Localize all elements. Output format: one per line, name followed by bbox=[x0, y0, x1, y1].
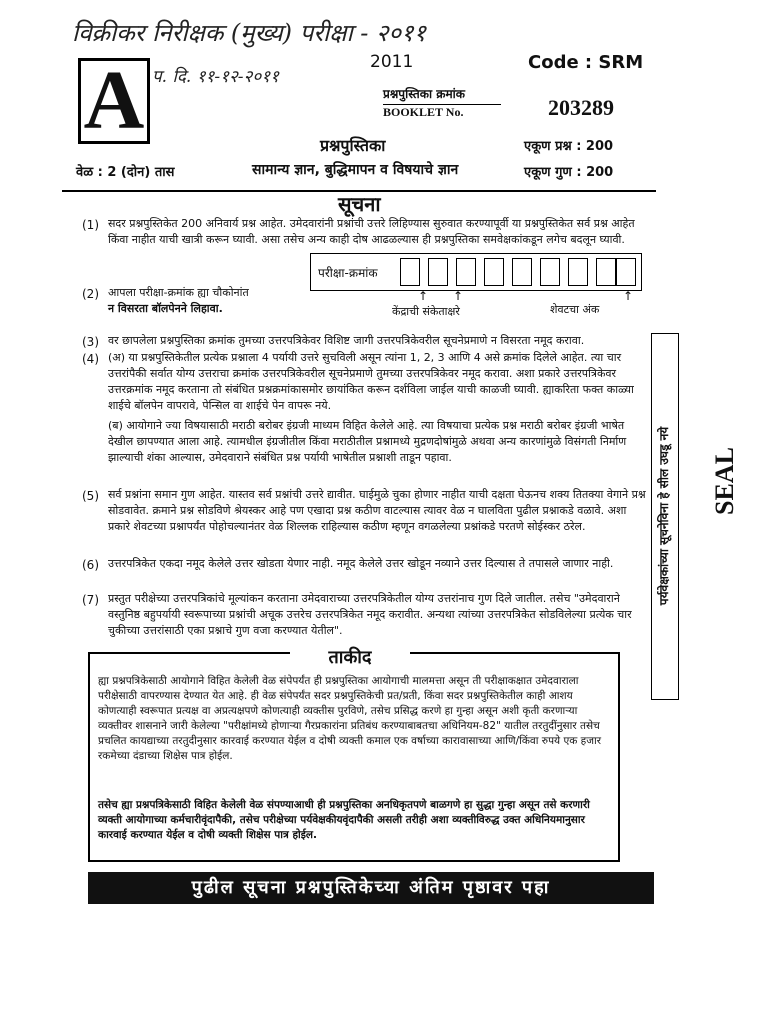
warning-heading: ताकीद bbox=[290, 645, 410, 669]
last-digit-label: शेवटचा अंक bbox=[550, 303, 600, 316]
arrow-up-icon: ↑ bbox=[418, 289, 429, 303]
instruction-text-bold: न विसरता बॉलपेनने लिहावा. bbox=[108, 302, 223, 315]
center-code-label: केंद्राची संकेताक्षरे bbox=[392, 305, 460, 318]
booklet-label-marathi: प्रश्नपुस्तिका क्रमांक bbox=[383, 87, 465, 101]
booklet-series-letter: A bbox=[78, 58, 150, 144]
roll-digit-cell[interactable] bbox=[456, 258, 476, 286]
paper-code: Code : SRM bbox=[528, 52, 644, 73]
item-number: (2) bbox=[82, 287, 99, 301]
warning-paragraph-2: तसेच ह्या प्रश्नपत्रिकेसाठी विहित केलेली वेळ संपण्याआधी ही प्रश्नपुस्तिका अनधिकृतपणे बाळगणे हा सुद्धा गुन्हा असून तसे करणारी व्यक्ती आयोगाच्या कर्मचारीवृंदापैकी, तसेच परीक्षेच्या पर्यवेक्षकीयवृंदापैकी असली तरीही अशा व्यक्तीविरुद्ध उक्त अधिनियमानुसार कारवाई करण्यात येईल व दोषी व्यक्ती शिक्षेस पात्र होईल. bbox=[98, 799, 590, 841]
seal-warning-vertical-text: पर्यवेक्षकांच्या सूचनेविना हे सील उघडू नये bbox=[657, 426, 671, 606]
roll-digit-cell[interactable] bbox=[428, 258, 448, 286]
item-number: (1) bbox=[82, 218, 99, 232]
instruction-text: सर्व प्रश्नांना समान गुण आहेत. यास्तव सर्व प्रश्नांची उत्तरे द्यावीत. घाईमुळे चुका होणार नाहीत याची दक्षता घेऊनच शक्य तितक्या वेगाने प्रश्न सोडवावेत. क्रमाने प्रश्न सोडविणे श्रेयस्कर आहे पण एखादा प्रश्न कठीण वाटल्यास त्यावर वेळ न घालविता पुढील प्रश्नाकडे वळावे. अशा प्रकारे शेवटच्या प्रश्नापर्यंत पोहोचल्यानंतर वेळ शिल्लक राहिल्यास कठीण म्हणून वगळलेल्या प्रश्नांकडे परतणे सोईस्कर ठरेल. bbox=[108, 488, 646, 533]
handwritten-exam-title: विक्रीकर निरीक्षक (मुख्य) परीक्षा - २०११ bbox=[72, 19, 426, 47]
roll-digit-cell[interactable] bbox=[400, 258, 420, 286]
booklet-subtitle: सामान्य ज्ञान, बुद्धिमापन व विषयाचे ज्ञान bbox=[252, 162, 459, 178]
item-number: (3) bbox=[82, 335, 99, 349]
roll-digit-cell[interactable] bbox=[616, 258, 636, 286]
roll-digit-cell[interactable] bbox=[484, 258, 504, 286]
roll-digit-cell[interactable] bbox=[596, 258, 616, 286]
footer-banner: पुढील सूचना प्रश्नपुस्तिकेच्या अंतिम पृष्ठावर पहा bbox=[88, 872, 654, 904]
duration: वेळ : 2 (दोन) तास bbox=[76, 165, 175, 180]
instructions-heading: सूचना bbox=[338, 192, 381, 216]
arrow-up-icon: ↑ bbox=[623, 289, 634, 303]
total-questions: एकूण प्रश्न : 200 bbox=[524, 139, 614, 154]
booklet-label-english: BOOKLET No. bbox=[383, 104, 501, 120]
item-number: (6) bbox=[82, 558, 99, 572]
roll-number-label: परीक्षा-क्रमांक bbox=[318, 266, 378, 280]
arrow-up-icon: ↑ bbox=[453, 289, 464, 303]
instruction-text: प्रस्तुत परीक्षेच्या उत्तरपत्रिकांचे मूल्यांकन करताना उमेदवाराच्या उत्तरपत्रिकेतील योग्य उत्तरांनाच गुण दिले जातील. तसेच "उमेदवाराने वस्तुनिष्ठ बहुपर्यायी स्वरूपाच्या प्रश्नांची अचूक उत्तरेच उत्तरपत्रिकेत नमूद करावीत. अन्यथा त्यांच्या उत्तरपत्रिकेत सोडविलेल्या प्रत्येक चार चुकीच्या उत्तरांसाठी एका प्रश्नाचे गुण वजा करण्यात येतील". bbox=[108, 592, 632, 637]
instruction-text bbox=[108, 285, 298, 317]
roll-digit-cell[interactable] bbox=[512, 258, 532, 286]
item-number: (4) bbox=[82, 352, 99, 366]
booklet-title: प्रश्नपुस्तिका bbox=[320, 136, 386, 155]
booklet-number: 203289 bbox=[548, 95, 614, 120]
roll-digit-cell[interactable] bbox=[568, 258, 588, 286]
warning-paragraph-1: ह्या प्रश्नपत्रिकेसाठी आयोगाने विहित केलेली वेळ संपेपर्यंत ही प्रश्नपुस्तिका आयोगाची मालमत्ता असून ती परीक्षाकक्षात उमेदवाराला परीक्षेसाठी वापरण्यास देण्यात येत आहे. ही वेळ संपेपर्यंत सदर प्रश्नपुस्तिकेची प्रत/प्रती, किंवा सदर प्रश्नपुस्तिकेतील काही आशय कोणत्याही स्वरूपात प्रत्यक्ष वा अप्रत्यक्षपणे कोणत्याही व्यक्तीस पुरविणे, तसेच प्रसिद्ध करणे हा गुन्हा असून अशी कृती करणाऱ्या व्यक्तीवर शासनाने जारी केलेल्या "परीक्षांमध्ये होणाऱ्या गैरप्रकारांना प्रतिबंध करण्याबाबतचा अधिनियम-82" यातील तरतुदींनुसार तसेच प्रचलित कायद्याच्या तरतुदीनुसार कारवाई करण्यात येईल व दोषी व्यक्ती कमाल एक वर्षाच्या कारावासाच्या आणि/किंवा रुपये एक हजार रकमेच्या दंडाच्या शिक्षेस पात्र होईल. bbox=[98, 675, 602, 762]
year: 2011 bbox=[370, 52, 414, 72]
instruction-text: सदर प्रश्नपुस्तिकेत 200 अनिवार्य प्रश्न आहेत. उमेदवारांनी प्रश्नांची उत्तरे लिहिण्यास सुरुवात करण्यापूर्वी या प्रश्नपुस्तिकेत सर्व प्रश्न आहेत किंवा नाहीत याची खात्री करून घ्यावी. असा तसेच अन्य काही दोष आढळल्यास ही प्रश्नपुस्तिका समवेक्षकांकडून लगेच बदलून घ्यावी. bbox=[108, 217, 635, 246]
instruction-text: वर छापलेला प्रश्नपुस्तिका क्रमांक तुमच्या उत्तरपत्रिकेवर विशिष्ट जागी उत्तरपत्रिकेवरील सूचनेप्रमाणे न विसरता नमूद करावा. bbox=[108, 334, 585, 347]
instruction-text: उत्तरपत्रिकेत एकदा नमूद केलेले उत्तर खोडता येणार नाही. नमूद केलेले उत्तर खोडून नव्याने उत्तर दिल्यास ते तपासले जाणार नाही. bbox=[108, 557, 614, 570]
seal-label: SEAL bbox=[710, 447, 739, 515]
handwritten-date: प. दि. ११-१२-२०११ bbox=[152, 67, 279, 87]
instruction-text: (ब) आयोगाने ज्या विषयासाठी मराठी बरोबर इंग्रजी माध्यम विहित केलेले आहे. त्या विषयाचा प्रत्येक प्रश्न मराठी बरोबर इंग्रजी भाषेत देखील छापण्यात आला आहे. त्यामधील इंग्रजीतील किंवा मराठीतील प्रश्नामध्ये मुद्रणदोषांमुळे अथवा अन्य कारणांमुळे विसंगती निर्माण झाल्याची शंका आल्यास, उमेदवाराने संबंधित प्रश्न पर्यायी भाषेतील प्रश्नाशी ताडून पहावा. bbox=[108, 419, 627, 464]
item-number: (5) bbox=[82, 489, 99, 503]
instruction-text-part: आपला परीक्षा-क्रमांक ह्या चौकोनांत bbox=[108, 286, 249, 299]
total-marks: एकूण गुण : 200 bbox=[524, 165, 614, 180]
item-number: (7) bbox=[82, 593, 99, 607]
instruction-text: (अ) या प्रश्नपुस्तिकेतील प्रत्येक प्रश्नाला 4 पर्यायी उत्तरे सुचविली असून त्यांना 1, 2, 3 आणि 4 असे क्रमांक दिलेले आहेत. त्या चार उत्तरांपैकी सर्वात योग्य उत्तराचा क्रमांक उत्तरपत्रिकेवरील सूचनेप्रमाणे तुमच्या उत्तरपत्रिकेवर नमूद करावा. अशा प्रकारे उत्तरपत्रिकेवर उत्तरक्रमांक नमूद करताना तो संबंधित प्रश्नक्रमांकासमोर छायांकित करून दर्शविला जाईल याची काळजी घ्यावी. ह्याकरिता फक्त काळ्या शाईचे बॉलपेन वापरावे, पेन्सिल वा शाईचे पेन वापरू नये. bbox=[108, 351, 634, 412]
roll-digit-cell[interactable] bbox=[540, 258, 560, 286]
